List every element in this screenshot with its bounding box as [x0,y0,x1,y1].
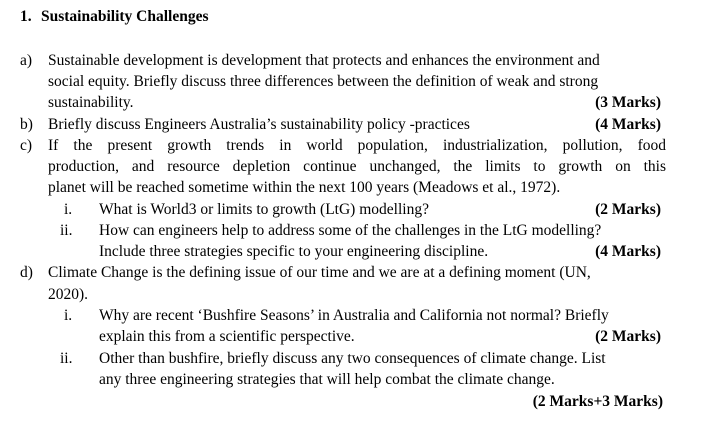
part-d-sub-2-line-2: any three engineering strategies that will help combat the climate change. [99,371,555,388]
part-a-line-1: Sustainable development is development that protects and enhances the environment and [48,52,600,69]
part-c-sub-2-line-2: Include three strategies specific to your engineering discipline. [99,243,489,260]
part-c-sub-1-line-1: What is World3 or limits to growth (LtG) modelling? [99,201,429,218]
question-title: Sustainability Challenges [41,8,209,25]
part-b-marks: (4 Marks) [595,116,661,133]
part-c-sub-2-marks: (4 Marks) [595,243,661,260]
part-a-label: a) [20,52,33,69]
part-c-line-3: planet will be reached sometime within the next 100 years (Meadows et al., 1972). [48,179,561,196]
part-a-line-2: social equity. Briefly discuss three differences between the definition of weak and strong [48,73,599,90]
part-d-sub-1-line-1: Why are recent ‘Bushfire Seasons’ in Australia and California not normal? Briefly [99,307,609,324]
part-c-sub-2-line-1: How can engineers help to address some of the challenges in the LtG modelling? [99,222,602,239]
part-a-marks: (3 Marks) [595,94,661,111]
question-number: 1. [20,8,32,25]
part-d-sub-2-line-1: Other than bushfire, briefly discuss any two consequences of climate change. List [99,350,606,367]
part-d-sub-2-marks: (2 Marks+3 Marks) [532,393,663,410]
part-c-line-1: If the present growth trends in world population, industrialization, pollution, food [48,137,666,154]
part-c-sub-2-label: ii. [60,222,73,239]
part-b-line-1: Briefly discuss Engineers Australia’s sustainability policy -practices [48,116,470,133]
part-d-line-2: 2020). [48,286,89,303]
part-d-label: d) [20,264,33,281]
part-a-line-3: sustainability. [48,94,134,111]
part-d-sub-2-label: ii. [60,350,73,367]
part-d-sub-1-line-2: explain this from a scientific perspective. [99,328,355,345]
part-c-label: c) [20,137,33,154]
part-d-line-1: Climate Change is the defining issue of our time and we are at a defining moment (UN, [48,264,591,281]
part-c-sub-1-label: i. [64,201,73,218]
part-c-line-2: production, and resource depletion continue unchanged, the limits to growth on this [48,158,666,175]
part-b-label: b) [20,116,33,133]
part-d-sub-1-marks: (2 Marks) [595,328,661,345]
part-d-sub-1-label: i. [64,307,73,324]
part-c-sub-1-marks: (2 Marks) [595,201,661,218]
